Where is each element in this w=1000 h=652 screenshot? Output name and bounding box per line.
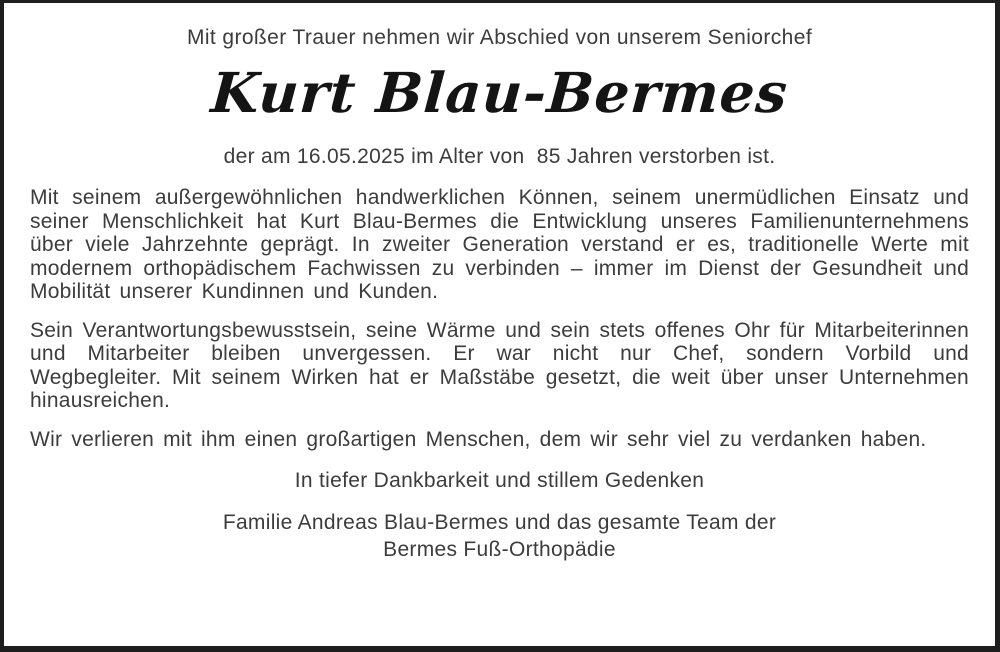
signature-block [28, 509, 971, 563]
paragraph-legacy: Mit seinem außergewöhnlichen handwerklichen Können, seinem unermüdlichen Einsatz und seiner Menschlichkeit hat Kurt Blau-Bermes die Entwicklung unseres Familienunternehmens über viele Jahrzehnte geprägt. In zweiter Generation verstand er es, traditionelle Werte mit modernem orthopädischem Fachwissen zu verbinden – immer im Dienst der Gesundheit und Mobilität unserer Kundinnen und Kunden. [30, 186, 969, 303]
closing-line: In tiefer Dankbarkeit und stillem Gedenken [294, 469, 705, 492]
paragraph-loss: Wir verlieren mit ihm einen großartigen Menschen, dem wir sehr viel zu verdanken haben. [30, 427, 927, 451]
deceased-name: Kurt Blau-Bermes [208, 60, 791, 125]
paragraph-character: Sein Verantwortungsbewusstsein, seine Wärme und sein stets offenes Ohr für Mitarbeiterinnen und Mitarbeiter bleiben unvergessen. Er war nicht nur Chef, sondern Vorbild und Wegbegleiter. Mit seinem Wirken hat er Maßstäbe gesetzt, die weit über unser Unternehmen hinausreichen. [30, 318, 969, 412]
signature-family: Familie Andreas Blau-Bermes und das gesamte Team der [222, 511, 777, 534]
death-date-line: der am 16.05.2025 im Alter von 85 Jahren verstorben ist. [223, 145, 776, 168]
intro-line: Mit großer Trauer nehmen wir Abschied von unserem Seniorchef [186, 26, 813, 49]
signature-company: Bermes Fuß-Orthopädie [383, 538, 616, 561]
notice-content [4, 3, 995, 646]
